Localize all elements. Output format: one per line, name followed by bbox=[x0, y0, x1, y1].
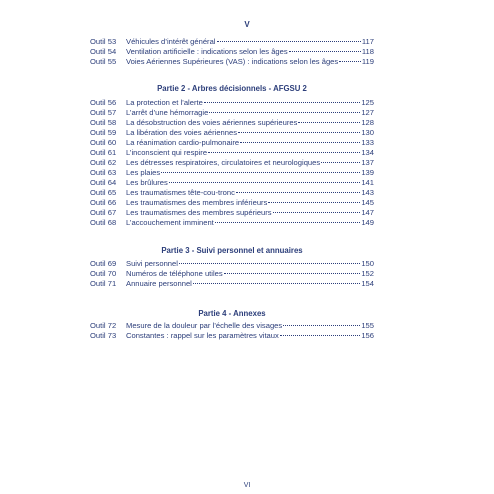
entry-page: 154 bbox=[361, 279, 374, 288]
toc-entry bbox=[90, 321, 374, 331]
entry-title: La libération des voies aériennes bbox=[126, 128, 238, 137]
dot-leader bbox=[289, 51, 361, 52]
toc-section-1 bbox=[90, 98, 374, 228]
dot-leader bbox=[169, 182, 361, 183]
entry-title: L’accouchement imminent bbox=[126, 218, 214, 227]
entry-title: Annuaire personnel bbox=[126, 279, 192, 288]
toc-entry bbox=[90, 218, 374, 228]
tool-number: Outil 66 bbox=[90, 198, 117, 207]
dot-leader bbox=[240, 142, 360, 143]
entry-page: 119 bbox=[361, 57, 374, 66]
toc-entry bbox=[90, 331, 374, 341]
part-3-title: Partie 3 - Suivi personnel et annuaires bbox=[161, 246, 303, 255]
dot-leader bbox=[280, 335, 361, 336]
part-2-title: Partie 2 - Arbres décisionnels - AFGSU 2 bbox=[157, 84, 307, 93]
dot-leader bbox=[236, 192, 360, 193]
entry-page: 150 bbox=[361, 259, 374, 268]
tool-number: Outil 63 bbox=[90, 168, 117, 177]
entry-page: 152 bbox=[361, 269, 374, 278]
entry-title: Numéros de téléphone utiles bbox=[126, 269, 223, 278]
tool-number: Outil 65 bbox=[90, 188, 117, 197]
tool-number: Outil 70 bbox=[90, 269, 117, 278]
entry-title: Les détresses respiratoires, circulatoires et neurologiques bbox=[126, 158, 321, 167]
toc-entry bbox=[90, 138, 374, 148]
entry-title: L’inconscient qui respire bbox=[126, 148, 208, 157]
entry-title: Les plaies bbox=[126, 168, 161, 177]
toc-entry bbox=[90, 118, 374, 128]
toc-section-0 bbox=[90, 37, 374, 67]
toc-entry bbox=[90, 178, 374, 188]
dot-leader bbox=[238, 132, 360, 133]
tool-number: Outil 69 bbox=[90, 259, 117, 268]
tool-number: Outil 57 bbox=[90, 108, 117, 117]
part-4-title: Partie 4 - Annexes bbox=[198, 309, 266, 318]
dot-leader bbox=[268, 202, 360, 203]
dot-leader bbox=[209, 112, 360, 113]
entry-page: 139 bbox=[361, 168, 374, 177]
dot-leader bbox=[215, 222, 361, 223]
tool-number: Outil 73 bbox=[90, 331, 117, 340]
entry-title: La désobstruction des voies aériennes supérieures bbox=[126, 118, 298, 127]
toc-section-2 bbox=[90, 259, 374, 289]
entry-title: L’arrêt d’une hémorragie bbox=[126, 108, 209, 117]
toc-entry bbox=[90, 158, 374, 168]
toc-entry bbox=[90, 47, 374, 57]
entry-title: Mesure de la douleur par l’échelle des visages bbox=[126, 321, 283, 330]
entry-title: Constantes : rappel sur les paramètres vitaux bbox=[126, 331, 279, 340]
toc-entry bbox=[90, 168, 374, 178]
entry-page: 147 bbox=[361, 208, 374, 217]
entry-page: 127 bbox=[361, 108, 374, 117]
toc-entry bbox=[90, 98, 374, 108]
toc-entry bbox=[90, 208, 374, 218]
dot-leader bbox=[161, 172, 360, 173]
entry-page: 130 bbox=[361, 128, 374, 137]
entry-page: 137 bbox=[361, 158, 374, 167]
toc-entry bbox=[90, 279, 374, 289]
page-number-top: V bbox=[244, 20, 250, 29]
dot-leader bbox=[298, 122, 360, 123]
entry-page: 156 bbox=[361, 331, 374, 340]
entry-page: 118 bbox=[361, 47, 374, 56]
tool-number: Outil 62 bbox=[90, 158, 117, 167]
dot-leader bbox=[204, 102, 361, 103]
toc-entry bbox=[90, 57, 374, 67]
page-number-bottom: VI bbox=[243, 482, 251, 489]
dot-leader bbox=[283, 325, 360, 326]
entry-title: Suivi personnel bbox=[126, 259, 178, 268]
entry-page: 143 bbox=[361, 188, 374, 197]
dot-leader bbox=[321, 162, 360, 163]
entry-page: 155 bbox=[361, 321, 374, 330]
dot-leader bbox=[217, 41, 361, 42]
entry-page: 128 bbox=[361, 118, 374, 127]
tool-number: Outil 53 bbox=[90, 37, 117, 46]
toc-section-3 bbox=[90, 321, 374, 341]
toc-entry bbox=[90, 128, 374, 138]
dot-leader bbox=[193, 283, 360, 284]
entry-page: 134 bbox=[361, 148, 374, 157]
dot-leader bbox=[208, 152, 360, 153]
entry-title: La réanimation cardio-pulmonaire bbox=[126, 138, 240, 147]
entry-page: 133 bbox=[361, 138, 374, 147]
tool-number: Outil 68 bbox=[90, 218, 117, 227]
tool-number: Outil 59 bbox=[90, 128, 117, 137]
toc-entry bbox=[90, 148, 374, 158]
tool-number: Outil 64 bbox=[90, 178, 117, 187]
entry-page: 125 bbox=[361, 98, 374, 107]
entry-title: Véhicules d’intérêt général bbox=[126, 37, 216, 46]
entry-title: La protection et l’alerte bbox=[126, 98, 203, 107]
entry-title: Les brûlures bbox=[126, 178, 168, 187]
toc-entry bbox=[90, 188, 374, 198]
tool-number: Outil 71 bbox=[90, 279, 117, 288]
toc-entry bbox=[90, 37, 374, 47]
toc-entry bbox=[90, 269, 374, 279]
tool-number: Outil 72 bbox=[90, 321, 117, 330]
tool-number: Outil 60 bbox=[90, 138, 117, 147]
entry-page: 141 bbox=[361, 178, 374, 187]
tool-number: Outil 56 bbox=[90, 98, 117, 107]
dot-leader bbox=[273, 212, 361, 213]
tool-number: Outil 61 bbox=[90, 148, 117, 157]
entry-title: Les traumatismes tête-cou-tronc bbox=[126, 188, 235, 197]
tool-number: Outil 58 bbox=[90, 118, 117, 127]
dot-leader bbox=[224, 273, 361, 274]
entry-page: 117 bbox=[361, 37, 374, 46]
tool-number: Outil 67 bbox=[90, 208, 117, 217]
entry-title: Ventilation artificielle : indications selon les âges bbox=[126, 47, 288, 56]
dot-leader bbox=[339, 61, 361, 62]
entry-title: Les traumatismes des membres supérieurs bbox=[126, 208, 272, 217]
tool-number: Outil 55 bbox=[90, 57, 117, 66]
entry-page: 149 bbox=[361, 218, 374, 227]
toc-entry bbox=[90, 259, 374, 269]
toc-entry bbox=[90, 198, 374, 208]
entry-title: Voies Aériennes Supérieures (VAS) : indications selon les âges bbox=[126, 57, 339, 66]
entry-page: 145 bbox=[361, 198, 374, 207]
tool-number: Outil 54 bbox=[90, 47, 117, 56]
toc-entry bbox=[90, 108, 374, 118]
entry-title: Les traumatismes des membres inférieurs bbox=[126, 198, 268, 207]
dot-leader bbox=[179, 263, 360, 264]
